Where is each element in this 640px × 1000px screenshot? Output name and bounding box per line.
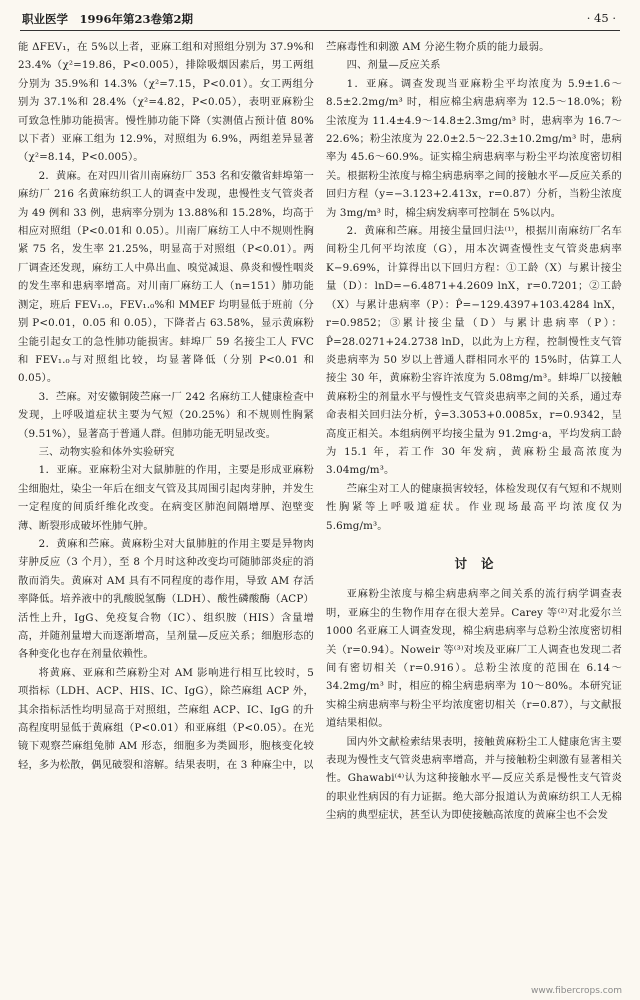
right-column-paragraph: 1．亚麻。调查发现当亚麻粉尘平均浓度为 5.9±1.6～8.5±2.2mg/m³ 时，相应棉尘病患病率为 12.5～18.0%；粉尘浓度为 11.4±4.9～14.8±2.3mg/m³ 时，患病率为 16.7～22.6%；粉尘浓度为 22.0±2.5～22.3±10.2mg/m³ 时，患病率为 45.6～60.9%。证实棉尘病患病率与粉尘平均浓度密切相关。根据粉尘浓度与棉尘病患病率之间的接触水平—反应关系的回归方程（y=−3.123+2.413x，r=0.87）分析，当粉尘浓度为 3mg/m³ 时，棉尘病发病率可控制在 5%以内。 [326, 77, 622, 219]
left-column-paragraph: 2．黄麻和苎麻。黄麻粉尘对大鼠肺脏的作用主要是异物肉芽肿反应（3 个月），至 8 个月时这种改变均可随肺部炎症的消散而消失。黄麻对 AM 具有不同程度的毒作用，导致 AM 存活率降低。培养液中的乳酸脱氢酶（LDH）、酸性磷酸酶（ACP）活性上升，IgG、免疫复合物（IC）、组织胺（HIS）含量增高，并随剂量增大而逐渐增高，呈剂量—反应关系；细胞形态的各种变化也存在剂量依赖性。 [18, 537, 314, 661]
left-column [18, 38, 314, 996]
right-column-paragraph: 苎麻毒性和刺激 AM 分泌生物介质的能力最弱。 [326, 41, 550, 53]
right-column-paragraph: 国内外文献检索结果表明，接触黄麻粉尘工人健康危害主要表现为慢性支气管炎患病率增高，并与接触粉尘刺激有显著相关性。Ghawabi⁽⁴⁾认为这种接触水平—反应关系是慢性支气管炎的职业性病因的有力证据。绝大部分报道认为黄麻纺织工人无棉尘病的典型症状，甚至认为即使接触高浓度的黄麻尘也不会发 [326, 735, 622, 822]
left-column-paragraph: 将黄麻、亚麻和苎麻粉尘对 AM 影响进行相互比较时，5 项指标（LDH、ACP、HIS、IC、IgG），除苎麻组 ACP 外，其余指标活性均明显高于对照组，苎麻组 ACP、IC、IgG 的升高程度明显低于黄麻组（P<0.01）和亚麻组（P<0.05）。在光镜下观察苎麻组兔肺 AM 形态，细胞多为类圆形，胞核变化较轻，多为松散，偶见破裂和溶解。结果表明，在 3 种麻尘中，以 [18, 666, 314, 771]
page-number: · 45 · [586, 11, 616, 25]
subsection-heading: 四、剂量—反应关系 [346, 59, 441, 72]
left-column-paragraph: 2．黄麻。在对四川省川南麻纺厂 353 名和安徽省蚌埠第一麻纺厂 216 名黄麻纺织工人的调查中发现，患慢性支气管炎者为 49 例和 33 例，患病率分别为 13.88%和 15.28%，均高于相应对照组（P<0.01和 0.05）。川南厂麻纺工人中不规则性胸紧 75 名，发生率 21.25%，明显高于对照组（P<0.01）。两厂调查还发现，麻纺工人中鼻出血、嗅觉减退、鼻炎和慢性咽炎的发生率和患病率增高。对川南厂麻纺工人（n=151）肺功能测定，班后 FEV₁.₀，FEV₁.₀%和 MMEF 均明显低于班前（分别 P<0.01，0.05 和 0.05），下降者占 63.58%，显示黄麻粉尘能引起女工的急性肺功能损害。蚌埠厂 59 名接尘工人 FVC 和 FEV₁.₀与对照组比较，均显著降低（分别 P<0.01 和 0.05）。 [18, 169, 314, 385]
right-column-paragraph: 苎麻尘对工人的健康损害较轻，体检发现仅有气短和不规则性胸紧等上呼吸道症状。作业现场最高平均浓度仅为 5.6mg/m³。 [326, 482, 622, 532]
journal-title: 职业医学 1996年第23卷第2期 [22, 12, 194, 26]
right-column-paragraph: 亚麻粉尘浓度与棉尘病患病率之间关系的流行病学调查表明，亚麻尘的生物作用存在很大差异。Carey 等⁽²⁾对北爱尔兰 1000 名亚麻工人调查发现，棉尘病患病率与总粉尘浓度密切相关（r=0.94）。Noweir 等⁽³⁾对埃及亚麻厂工人调查也发现二者间有密切相关（r=0.916）。总粉尘浓度的范围在 6.14～34.2mg/m³ 时，相应的棉尘病患病率为 10～80%。本研究证实棉尘病患病率与粉尘平均浓度密切相关（r=0.87），与文献报道结果相似。 [326, 588, 622, 730]
section-title: 讨论 [454, 555, 508, 571]
page-header [20, 8, 620, 31]
left-column-paragraph: 1．亚麻。亚麻粉尘对大鼠肺脏的作用，主要是形成亚麻粉尘细胞灶，染尘一年后在细支气管及其周围引起肉芽肿，并发生一定程度的间质纤维化改变。在病变区肺泡间隔增厚、泡壁变薄、断裂形成破坏性肺气肿。 [18, 464, 314, 532]
right-column-paragraph: 2．黄麻和苎麻。用接尘量回归法⁽¹⁾，根据川南麻纺厂名车间粉尘几何平均浓度（G），用本次调查慢性支气管炎患病率 K−9.69%，计算得出以下回归方程：①工龄（X）与累计接尘量（D）：lnD=−6.4871+4.2609 lnX，r=0.7201；②工龄（X）与累计患病率（P）：P̂=−129.4397+103.4284 lnX，r=0.9852；③累计接尘量（D）与累计患病率（P）：P̂=28.0271+24.2738 lnD，以此为上方程，控制慢性支气管炎患病率为 50 岁以上普通人群相同水平的 15%时，估算工人接尘 30 年，黄麻粉尘容许浓度为 5.08mg/m³。蚌埠厂以接触黄麻粉尘的剂量水平与慢性支气管炎患病率之间的关系，通过寿命表相关回归法分析，ŷ=3.3053+0.0085x，r=0.9342，呈高度正相关。本组病例平均接尘量为 91.2mg·a，平均发病工龄为 15.1 年，若工作 30 年发病，黄麻粉尘最高浓度为 3.04mg/m³。 [326, 225, 622, 477]
watermark-text: www.fibercrops.com [531, 986, 622, 996]
right-column [326, 38, 622, 996]
subsection-heading: 三、动物实验和体外实验研究 [38, 445, 175, 458]
left-column-paragraph: 能 ΔFEV₁，在 5%以上者，亚麻工组和对照组分别为 37.9%和 23.4%（χ²=19.86，P<0.005），排除吸烟因素后，男工两组分别为 35.9%和 14.3%（χ²=7.15，P<0.01）。女工两组分别为 37.1%和 28.4%（χ²=4.82，P<0.05），表明亚麻粉尘可致急性肺功能损害。慢性肺功能下降（实测值占预计值 80%以下者）亚麻工组为 12.9%，对照组为 6.9%，两组差异显著（χ²=8.14，P<0.005）。 [18, 41, 314, 164]
left-column-paragraph: 3．苎麻。对安徽铜陵苎麻一厂 242 名麻纺工人健康检查中发现，上呼吸道症状主要为气短（20.25%）和不规则性胸紧（9.51%），显著高于普通人群。但肺功能无明显改变。 [18, 390, 314, 440]
